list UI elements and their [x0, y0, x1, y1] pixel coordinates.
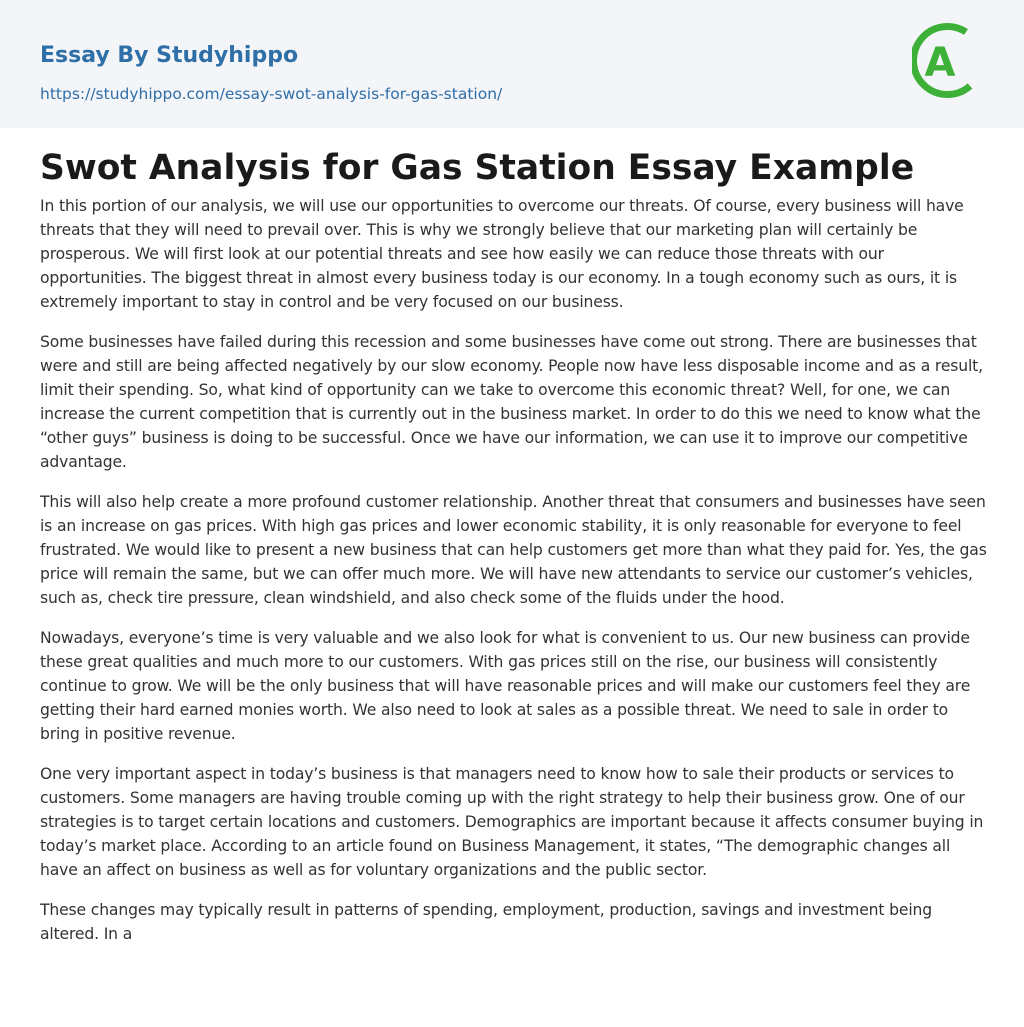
article-paragraph: In this portion of our analysis, we will use our opportunities to overcome our threats. Of course, every business will have threats that they will need to prevail over. This is why we strongly believe that our marketing plan will certainly be prosperous. We will first look at our potential threats and see how easily we can reduce those threats with our opportunities. The biggest threat in almost every business today is our economy. In a tough economy such as ours, it is extremely important to stay in control and be very focused on our business.: [40, 197, 964, 311]
studyhippo-logo-icon[interactable]: [912, 18, 988, 106]
article-paragraph: These changes may typically result in patterns of spending, employment, production, savings and investment being altered. In a: [40, 901, 933, 943]
article-paragraph: Some businesses have failed during this recession and some businesses have come out strong. There are businesses that were and still are being affected negatively by our slow economy. People now have less disposable income and as a result, limit their spending. So, what kind of opportunity can we take to overcome this economic threat? Well, for one, we can increase the current competition that is currently out in the business market. In order to do this we need to know what the “other guys” business is doing to be successful. Once we have our information, we can use it to improve our competitive advantage.: [40, 333, 983, 471]
article-title: Swot Analysis for Gas Station Essay Example: [40, 148, 915, 188]
article-paragraph: Nowadays, everyone’s time is very valuable and we also look for what is convenient to us. Our new business can provide these great qualities and much more to our customers. With gas prices still on the rise, our business will consistently continue to grow. We will be the only business that will have reasonable prices and will make our customers feel they are getting their hard earned monies worth. We also need to look at sales as a possible threat. We need to sale in order to bring in positive revenue.: [40, 629, 971, 743]
article: [40, 128, 990, 946]
article-paragraph: This will also help create a more profound customer relationship. Another threat that consumers and businesses have seen is an increase on gas prices. With high gas prices and lower economic stability, it is only reasonable for everyone to feel frustrated. We would like to present a new business that can help customers get more than what they paid for. Yes, the gas price will remain the same, but we can offer much more. We will have new attendants to service our customer’s vehicles, such as, check tire pressure, clean windshield, and also check some of the fluids under the hood.: [40, 493, 987, 607]
logo-letter: A: [924, 40, 956, 86]
article-paragraph: One very important aspect in today’s business is that managers need to know how to sale their products or services to customers. Some managers are having trouble coming up with the right strategy to help their business grow. One of our strategies is to target certain locations and customers. Demographics are important because it affects consumer buying in today’s market place. According to an article found on Business Management, it states, “The demographic changes all have an affect on business as well as for voluntary organizations and the public sector.: [40, 765, 984, 879]
site-brand[interactable]: Essay By Studyhippo: [40, 43, 299, 68]
site-header: [0, 0, 1024, 128]
source-url-link[interactable]: https://studyhippo.com/essay-swot-analysis-for-gas-station/: [40, 85, 503, 103]
